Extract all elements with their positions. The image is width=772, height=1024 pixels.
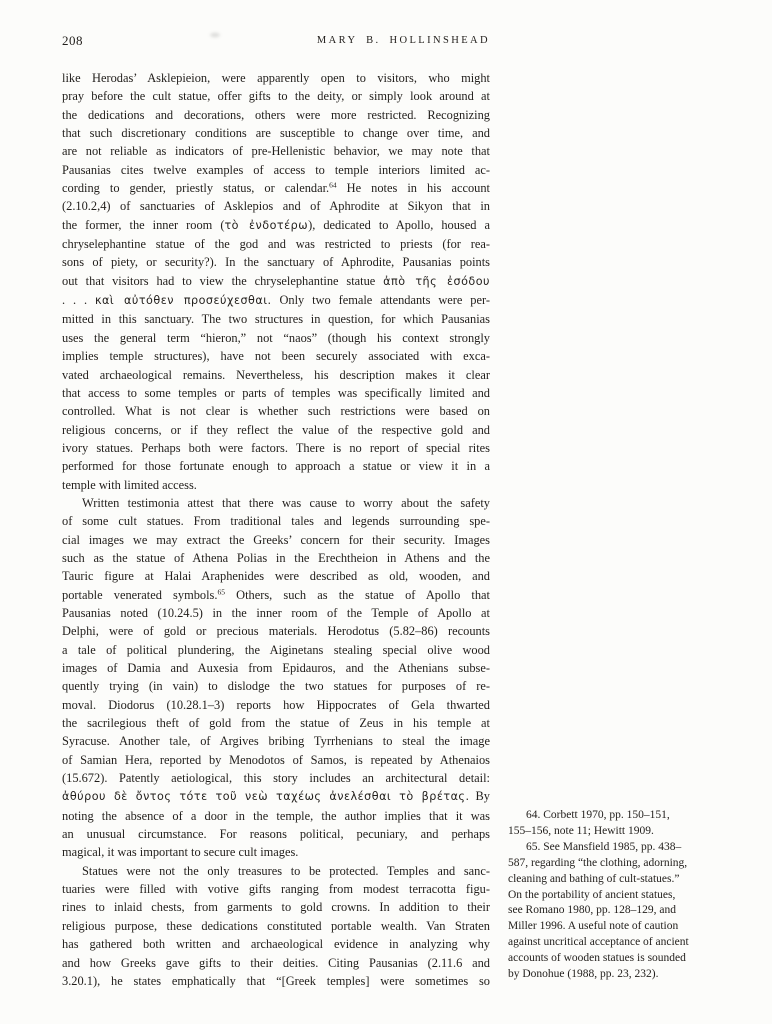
greek-text: τὸ ἐνδοτέρω [224,218,309,232]
note-line: Miller 1996. A useful note of caution [508,920,679,933]
text-line: Delphi, were of gold or precious materials. Herodotus (5.82–86) recounts [62,624,490,639]
text-line: tuaries were filled with votive gifts ranging from modest terracotta figu- [62,882,490,897]
greek-text: ἀθύρου δὲ ὄντος τότε τοῦ νεὼ ταχέως ἀνελέσθαι τὸ βρέτας. [62,790,470,804]
text-line: controlled. What is not clear is whether such restrictions were based on [62,404,490,419]
text-line: a tale of political plundering, the Aiginetans stealing special olive wood [62,642,490,657]
text-line: Statues were not the only treasures to be protected. Temples and sanc- [82,863,490,878]
running-head: MARY B. HOLLINSHEAD [316,35,490,46]
text-line: portable venerated symbols.$^{65}$ Others, such as the statue of Apollo that [62,587,491,602]
text-line: such as the statue of Athena Polias in the Erechtheion in Athens and the [62,550,490,565]
text-line: of some cult statues. From traditional tales and legends surrounding spe- [62,514,490,529]
text-line: like Herodas’ Asklepieion, were apparently open to visitors, who might [62,71,490,85]
text-line: (15.672). Patently aetiological, this story includes an architectural detail: [62,771,490,786]
text-line: out that visitors had to view the chryselephantine statue ἀπὸ τῆς ἐσόδου [62,273,490,288]
text-line: pray before the cult statue, offer gifts to the deity, or simply look around at [62,89,490,104]
text-line: temple with limited access. [62,477,197,492]
margin-note [508,840,723,983]
margin-notes [508,808,723,983]
note-line: against uncritical acceptance of ancient [508,936,689,949]
greek-text: ἀπὸ τῆς ἐσόδου [383,274,490,288]
text-line: . . . καὶ αὐτόθεν προσεύχεσθαι. Only two female attendants were per- [62,293,490,308]
text-line: quently trying (in vain) to dislodge the two statues for purposes of re- [62,679,490,694]
text-line: Tauric figure at Halai Araphenides were described as old, wooden, and [62,569,490,584]
text-line: Written testimonia attest that there was cause to worry about the safety [82,495,490,510]
body-text [62,69,490,990]
note-line: cleaning and bathing of cult-statues.” [508,872,680,885]
text-line: the dedications and decorations, others were more restricted. Recognizing [62,107,490,122]
text-line: cial images we may extract the Greeks’ concern for their security. Images [62,532,490,547]
text-line: has gathered both written and archaeological evidence in analyzing why [62,937,490,952]
footnote-ref: 64 [329,180,337,190]
text-line: Syracuse. Another tale, of Argives bribing Tyrrhenians to steal the image [62,734,490,749]
text-line: an unusual circumstance. For reasons political, pecuniary, and perhaps [62,827,490,842]
text-line: magical, it was important to secure cult images. [62,845,299,860]
text-line: Pausanias cites twelve examples of access to temple interiors limited ac- [62,162,490,177]
text-line: implies temple structures), have not been securely associated with exca- [62,349,490,364]
text-line: 3.20.1), he states emphatically that “[Greek temples] were sometimes so [62,973,490,988]
note-line: accounts of wooden statues is sounded [508,952,686,965]
text-line: rines to inlaid chests, from garments to gold crowns. In addition to their [62,900,490,915]
text-line: ἀθύρου δὲ ὄντος τότε τοῦ νεὼ ταχέως ἀνελέσθαι τὸ βρέτας. By [62,789,490,804]
text-line: images of Damia and Auxesia from Epidauros, and the Athenians subse- [62,661,490,675]
text-line: vated archaeological remains. Nevertheless, his description makes it clear [62,367,490,382]
note-line: by Donohue (1988, pp. 23, 232). [508,968,659,981]
greek-text: καὶ αὐτόθεν προσεύχεσθαι. [94,294,272,308]
note-line: On the portability of ancient statues, [508,888,676,901]
text-line: noting the absence of a door in the temple, the author implies that it was [62,808,490,823]
text-line: performed for those fortunate enough to approach a statue or view it in a [62,459,490,474]
note-line: 65. See Mansfield 1985, pp. 438– [526,840,682,853]
text-line: sons of piety, or security?). In the sanctuary of Aphrodite, Pausanias points [62,255,490,270]
text-line: mitted in this sanctuary. The two structures in question, for which Pausanias [62,312,490,327]
note-line: 155–156, note 11; Hewitt 1909. [508,824,654,837]
text-line: religious purpose, these dedications constituted portable wealth. Van Straten [62,918,490,933]
text-line: uses the general term “hieron,” not “naos” (though his context strongly [62,330,490,345]
text-line: that access to some temples or parts of temples was specifically limited and [62,385,490,400]
text-line: that such discretionary conditions are susceptible to change over time, and [62,126,490,141]
text-line: moval. Diodorus (10.28.1–3) reports how Hippocrates of Gela thwarted [62,697,490,712]
text-line: Pausanias noted (10.24.5) in the inner room of the Temple of Apollo at [62,605,490,620]
page-number: 208 [62,33,83,48]
text-line: chryselephantine statue of the god and was restricted to priests (for rea- [62,237,490,252]
text-line: cording to gender, priestly status, or calendar.$^{64}$ He notes in his account [62,180,490,196]
text-line: (2.10.2,4) of sanctuaries of Asklepios and of Aphrodite at Sikyon that in [62,199,490,214]
note-line: 64. Corbett 1970, pp. 150–151, [526,809,670,821]
text-line: ivory statues. Perhaps both were factors. There is no report of special rites [62,440,490,455]
text-line: of Samian Hera, reported by Menodotos of Samos, is repeated by Athenaios [62,752,490,767]
margin-note [508,808,723,840]
text-line: religious concerns, or if they reflect the value of the respective gold and [62,422,490,437]
footnote-ref: 65 [217,587,225,597]
text-line: the former, the inner room (τὸ ἐνδοτέρω), dedicated to Apollo, housed a [62,217,490,232]
note-line: 587, regarding “the clothing, adorning, [508,856,688,869]
text-line: and how Greeks gave gifts to their deities. Citing Pausanias (2.11.6 and [62,955,490,970]
text-line: are not reliable as indicators of pre-Hellenistic behavior, we may note that [62,144,490,159]
text-line: the sacrilegious theft of gold from the statue of Zeus in his temple at [62,716,490,731]
note-line: see Romano 1980, pp. 128–129, and [508,904,677,917]
